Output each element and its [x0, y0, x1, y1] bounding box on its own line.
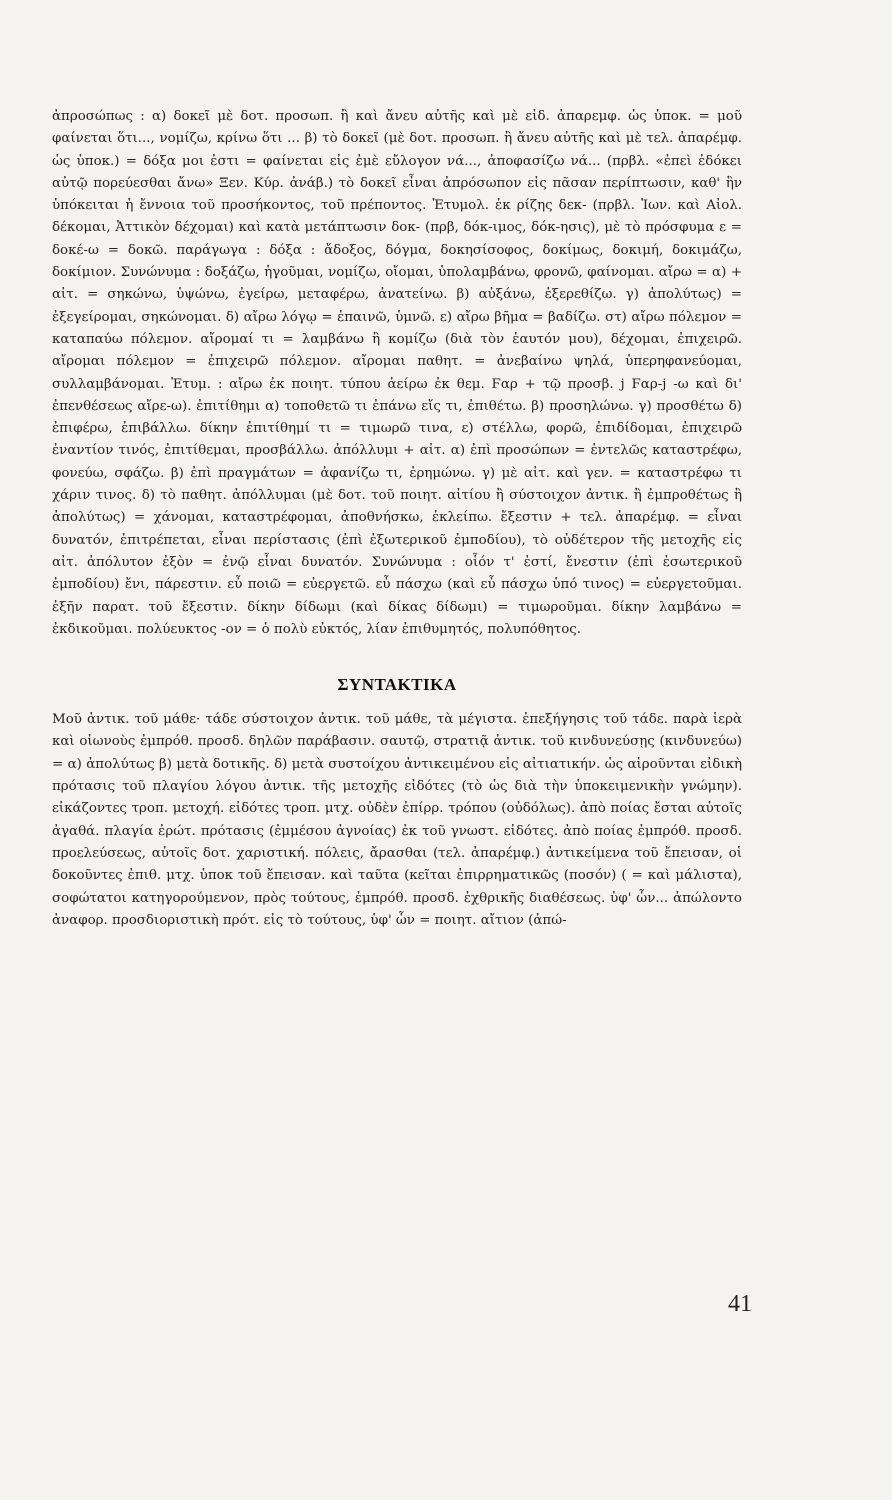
page-body [52, 106, 742, 932]
section-title: ΣΥΝΤΑΚΤΙΚΑ [337, 675, 457, 695]
vocabulary-paragraph: ἀπροσώπως : α) δοκεῖ μὲ δοτ. προσωπ. ἢ καὶ ἄνευ αὐτῆς καὶ μὲ εἰδ. ἀπαρεμφ. ὡς ὑποκ. = μοῦ φαίνεται ὅτι..., νομίζω, κρίνω ὅτι ... β) τὸ δοκεῖ (μὲ δοτ. προσωπ. ἢ ἄνευ αὐτῆς καὶ μὲ τελ. ἀπαρέμφ. ὡς ὑποκ.) = δόξα μοι ἐστι = φαίνεται εἰς ἐμὲ εὔλογον νά..., ἀποφασίζω νά... (πρβλ. «ἐπεὶ ἐδόκει αὐτῷ πορεύεσθαι ἄνω» Ξεν. Κύρ. ἀνάβ.) τὸ δοκεῖ εἶναι ἀπρόσωπον εἰς πᾶσαν περίπτωσιν, καθ' ἣν ὑπόκειται ἡ ἔννοια τοῦ προσήκοντος, τοῦ πρέποντος. Ἐτυμολ. ἐκ ρίζης δεκ- (πρβλ. Ἰων. καὶ Αἰολ. δέκομαι, Ἀττικὸν δέχομαι) καὶ κατὰ μετάπτωσιν δοκ- (πρβ, δόκ-ιμος, δόκ-ησις), μὲ τὸ πρόσφυμα ε = δοκέ-ω = δοκῶ. παράγωγα : δόξα : ἄδοξος, δόγμα, δοκησίσοφος, δοκίμως, δοκιμή, δοκιμάζω, δοκίμιον. Συνώνυμα : δοξάζω, ἡγοῦμαι, νομίζω, οἴομαι, ὑπολαμβάνω, φρονῶ, φαίνομαι. αἴρω = α) + αἰτ. = σηκώνω, ὑψώνω, ἐγείρω, μεταφέρω, ἀνατείνω. β) αὐξάνω, ἐξερεθίζω. γ) ἀπολύτως) = ἐξεγείρομαι, σηκώνομαι. δ) αἴρω λόγῳ = ἐπαινῶ, ὑμνῶ. ε) αἴρω βῆμα = βαδίζω. στ) αἴρω πόλεμον = καταπαύω πόλεμον. αἴρομαί τι = λαμβάνω ἢ κομίζω (διὰ τὸν ἑαυτόν μου), δέχομαι, ἐπιχειρῶ. αἴρομαι πόλεμον = ἐπιχειρῶ πόλεμον. αἴρομαι παθητ. = ἀνεβαίνω ψηλά, ὑπερηφανεύομαι, συλλαμβάνομαι. Ἐτυμ. : αἴρω ἐκ ποιητ. τύπου ἀείρω ἐκ θεμ. Ϝαρ + τῷ προσβ. j Ϝαρ-j -ω καὶ δι' ἐπενθέσεως αἴρε-ω). ἐπιτίθημι α) τοποθετῶ τι ἐπάνω εἴς τι, ἐπιθέτω. β) προσηλώνω. γ) προσθέτω δ) ἐπιφέρω, ἐπιβάλλω. δίκην ἐπιτίθημί τι = τιμωρῶ τινα, ε) στέλλω, φορῶ, ἐπιδίδομαι, ἐπιχειρῶ ἐναντίον τινός, ἐπιτίθεμαι, προσβάλλω. ἀπόλλυμι + αἰτ. α) ἐπὶ προσώπων = ἐντελῶς καταστρέφω, φονεύω, σφάζω. β) ἐπὶ πραγμάτων = ἀφανίζω τι, ἐρημώνω. γ) μὲ αἰτ. καὶ γεν. = καταστρέφω τι χάριν τινος. δ) τὸ παθητ. ἀπόλλυμαι (μὲ δοτ. τοῦ ποιητ. αἰτίου ἢ σύστοιχον ἀντικ. ἢ ἐμπροθέτως ἢ ἀπολύτως) = χάνομαι, καταστρέφομαι, ἀποθνήσκω, ἐκλείπω. ἔξεστιν + τελ. ἀπαρέμφ. = εἶναι δυνατόν, ἐπιτρέπεται, εἶναι περίστασις (ἐπὶ ἐξωτερικοῦ ἐμποδίου), τὸ οὐδέτερον τῆς μετοχῆς εἰς αἰτ. ἀπόλυτον ἐξὸν = ἐνῷ εἶναι δυνατόν. Συνώνυμα : οἷόν τ' ἐστί, ἔνεστιν (ἐπὶ ἐσωτερικοῦ ἐμποδίου) ἔνι, πάρεστιν. εὖ ποιῶ = εὐεργετῶ. εὖ πάσχω (καὶ εὖ πάσχω ὑπό τινος) = εὐεργετοῦμαι. ἐξῆν παρατ. τοῦ ἔξεστιν. δίκην δίδωμι (καὶ δίκας δίδωμι) = τιμωροῦμαι. δίκην λαμβάνω = ἐκδικοῦμαι. πολύευκτος -ον = ὁ πολὺ εὐκτός, λίαν ἐπιθυμητός, πολυπόθητος. [52, 109, 742, 637]
syntax-paragraph: Μοῦ ἀντικ. τοῦ μάθε· τάδε σύστοιχον ἀντικ. τοῦ μάθε, τὰ μέγιστα. ἐπεξήγησις τοῦ τάδε. παρὰ ἱερὰ καὶ οἰωνοὺς ἐμπρόθ. προσδ. δηλῶν παράβασιν. σαυτῷ, στρατιᾷ ἀντικ. τοῦ κινδυνεύσῃς (κινδυνεύω) = α) ἀπολύτως β) μετὰ δοτικῆς. δ) μετὰ συστοίχου ἀντικειμένου εἰς αἰτιατικήν. ὡς αἱροῦνται εἰδικὴ πρότασις τοῦ πλαγίου λόγου ἀντικ. τῆς μετοχῆς εἰδότες (τὸ ὡς διὰ τὴν ὑποκειμενικὴν γνώμην). εἰκάζοντες τροπ. μετοχή. εἰδότες τροπ. μτχ. οὐδὲν ἐπίρρ. τρόπου (οὐδόλως). ἀπὸ ποίας ἔσται αὐτοῖς ἀγαθά. πλαγία ἐρώτ. πρότασις (ἐμμέσου ἀγνοίας) ἐκ τοῦ γνωστ. εἰδότες. ἀπὸ ποίας ἐμπρόθ. προσδ. προελεύσεως, αὐτοῖς δοτ. χαριστική. πόλεις, ἄρασθαι (τελ. ἀπαρέμφ.) ἀντικείμενα τοῦ ἔπεισαν, οἱ δοκοῦντες ἐπιθ. μτχ. ὑποκ τοῦ ἔπεισαν. καὶ ταῦτα (κεῖται ἐπιρρηματικῶς (ποσόν) ( = καὶ μάλιστα), σοφώτατοι κατηγορούμενον, πρὸς τούτους, ἐμπρόθ. προσδ. ἐχθρικῆς διαθέσεως. ὑφ' ὧν... ἀπώλοντο ἀναφορ. προσδιοριστικὴ πρότ. εἰς τὸ τούτους, ὑφ' ὧν = ποιητ. αἴτιον (ἀπώ- [52, 712, 742, 928]
page-number: 41 [728, 1291, 752, 1317]
